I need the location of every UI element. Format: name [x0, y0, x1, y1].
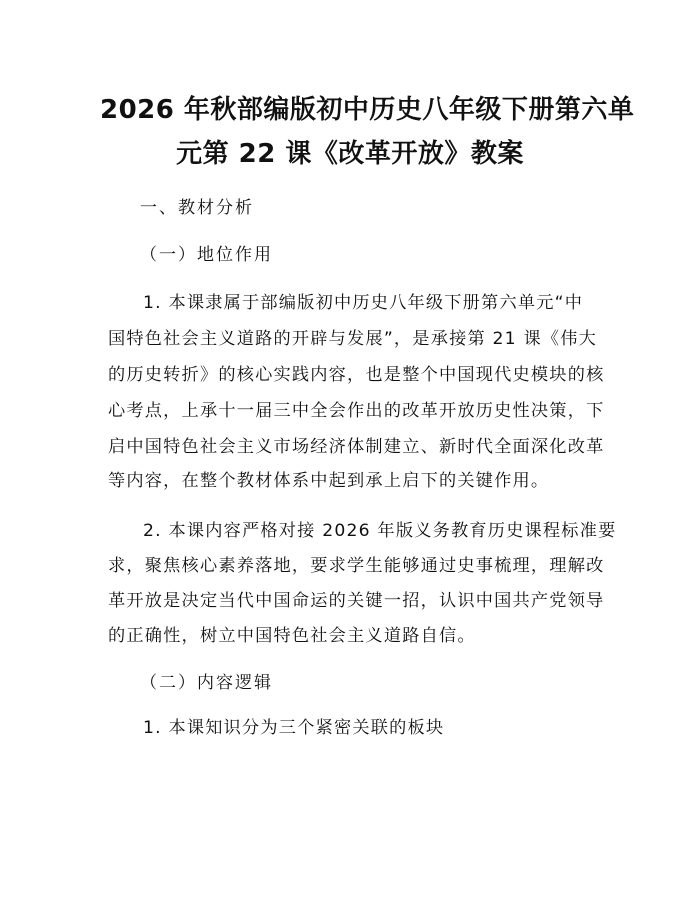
paragraph-1-line-1: 1. 本课隶属于部编版初中历史八年级下册第六单元“中	[143, 293, 584, 313]
paragraph-2-line-4: 的正确性，树立中国特色社会主义道路自信。	[108, 626, 476, 646]
paragraph-1-line-3: 的历史转折》的核心实践内容，也是整个中国现代史模块的核	[108, 365, 605, 385]
subsection-heading-content-logic: （二）内容逻辑	[140, 673, 273, 693]
paragraph-2-line-2: 求，聚焦核心素养落地，要求学生能够通过史事梳理，理解改	[108, 556, 605, 576]
paragraph-1-line-4: 心考点，上承十一届三中全会作出的改革开放历史性决策，下	[108, 401, 605, 421]
paragraph-1-line-5: 启中国特色社会主义市场经济体制建立、新时代全面深化改革	[108, 437, 605, 457]
paragraph-1-line-2: 国特色社会主义道路的开辟与发展”，是承接第 21 课《伟大	[108, 329, 598, 349]
subsection-heading-position-role: （一）地位作用	[140, 245, 273, 265]
paragraph-3-line-1: 1. 本课知识分为三个紧密关联的板块	[143, 718, 445, 738]
paragraph-2-line-3: 革开放是决定当代中国命运的关键一招，认识中国共产党领导	[108, 591, 605, 611]
document-title-line-1: 2026 年秋部编版初中历史八年级下册第六单	[100, 95, 635, 125]
section-heading-teaching-material-analysis: 一、教材分析	[140, 198, 254, 218]
paragraph-1-line-6: 等内容，在整个教材体系中起到承上启下的关键作用。	[108, 471, 550, 491]
paragraph-2-line-1: 2. 本课内容严格对接 2026 年版义务教育历史课程标准要	[143, 521, 617, 541]
document-title-line-2: 元第 22 课《改革开放》教案	[176, 139, 524, 169]
